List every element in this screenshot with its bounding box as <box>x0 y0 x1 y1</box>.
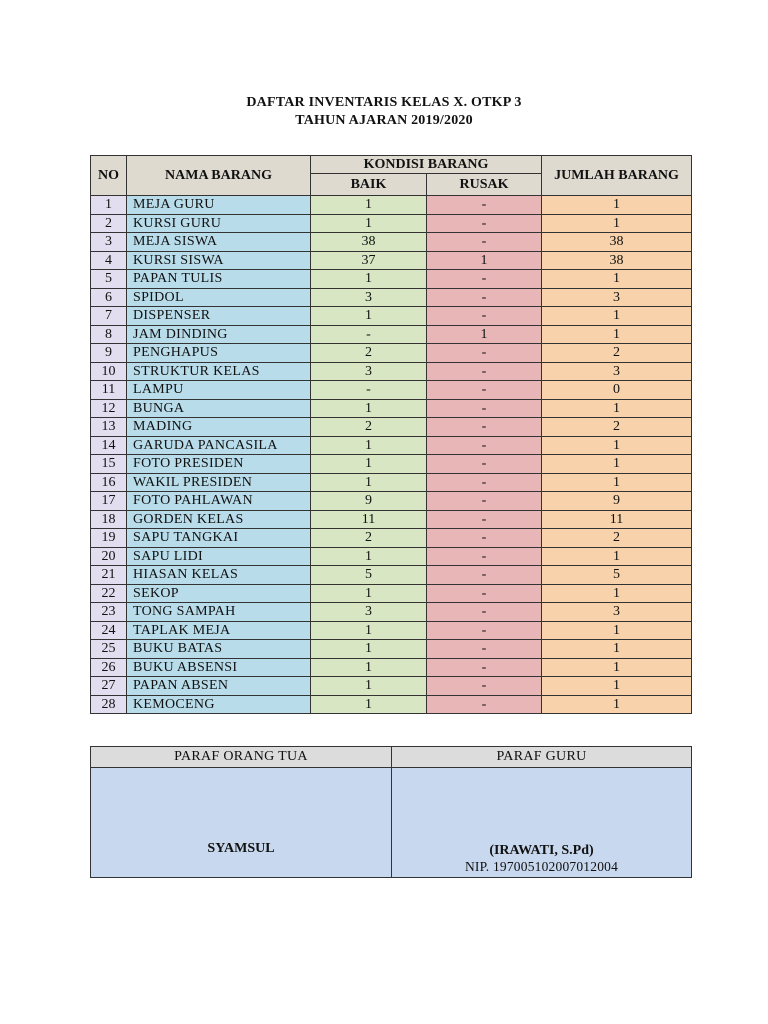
row-nama-barang: SPIDOL <box>127 288 311 307</box>
row-baik: 1 <box>311 473 427 492</box>
row-no: 3 <box>91 233 127 252</box>
row-nama-barang: HIASAN KELAS <box>127 566 311 585</box>
table-row <box>91 399 692 418</box>
row-nama-barang: KURSI SISWA <box>127 251 311 270</box>
row-rusak: - <box>427 455 542 474</box>
table-row <box>91 307 692 326</box>
row-rusak: - <box>427 214 542 233</box>
row-rusak: - <box>427 270 542 289</box>
row-jumlah: 3 <box>542 362 692 381</box>
row-baik: 3 <box>311 603 427 622</box>
row-nama-barang: MEJA SISWA <box>127 233 311 252</box>
row-no: 7 <box>91 307 127 326</box>
row-rusak: - <box>427 547 542 566</box>
row-baik: - <box>311 381 427 400</box>
row-baik: 3 <box>311 362 427 381</box>
row-no: 21 <box>91 566 127 585</box>
row-baik: 11 <box>311 510 427 529</box>
row-jumlah: 1 <box>542 399 692 418</box>
row-no: 10 <box>91 362 127 381</box>
row-rusak: - <box>427 288 542 307</box>
table-row <box>91 270 692 289</box>
row-jumlah: 1 <box>542 436 692 455</box>
row-jumlah: 1 <box>542 325 692 344</box>
row-jumlah: 2 <box>542 344 692 363</box>
row-baik: 1 <box>311 695 427 714</box>
row-baik: 2 <box>311 418 427 437</box>
table-row <box>91 529 692 548</box>
row-baik: 1 <box>311 436 427 455</box>
header-nama-barang: NAMA BARANG <box>127 156 311 196</box>
row-jumlah: 1 <box>542 584 692 603</box>
row-no: 26 <box>91 658 127 677</box>
row-baik: 1 <box>311 677 427 696</box>
document-title: DAFTAR INVENTARIS KELAS X. OTKP 3 <box>246 95 522 110</box>
row-nama-barang: KEMOCENG <box>127 695 311 714</box>
row-no: 15 <box>91 455 127 474</box>
row-rusak: - <box>427 584 542 603</box>
row-baik: 2 <box>311 529 427 548</box>
row-baik: 1 <box>311 270 427 289</box>
row-rusak: - <box>427 621 542 640</box>
header-kondisi-barang: KONDISI BARANG <box>311 156 542 174</box>
row-baik: 5 <box>311 566 427 585</box>
row-baik: 1 <box>311 640 427 659</box>
row-nama-barang: SAPU LIDI <box>127 547 311 566</box>
row-no: 22 <box>91 584 127 603</box>
teacher-name: (IRAWATI, S.Pd) <box>489 843 594 858</box>
row-nama-barang: TONG SAMPAH <box>127 603 311 622</box>
row-rusak: - <box>427 399 542 418</box>
row-baik: - <box>311 325 427 344</box>
row-no: 17 <box>91 492 127 511</box>
row-rusak: - <box>427 677 542 696</box>
row-no: 28 <box>91 695 127 714</box>
row-rusak: - <box>427 492 542 511</box>
row-no: 1 <box>91 196 127 215</box>
row-rusak: - <box>427 436 542 455</box>
row-no: 25 <box>91 640 127 659</box>
signature-table <box>90 746 692 878</box>
table-row <box>91 658 692 677</box>
row-rusak: - <box>427 529 542 548</box>
row-nama-barang: FOTO PRESIDEN <box>127 455 311 474</box>
row-rusak: - <box>427 307 542 326</box>
row-jumlah: 1 <box>542 270 692 289</box>
row-rusak: 1 <box>427 325 542 344</box>
table-row <box>91 196 692 215</box>
row-no: 13 <box>91 418 127 437</box>
row-baik: 1 <box>311 621 427 640</box>
row-rusak: - <box>427 695 542 714</box>
row-nama-barang: PAPAN ABSEN <box>127 677 311 696</box>
parent-signature-header: PARAF ORANG TUA <box>91 747 392 768</box>
row-jumlah: 1 <box>542 307 692 326</box>
row-no: 8 <box>91 325 127 344</box>
row-no: 9 <box>91 344 127 363</box>
row-jumlah: 0 <box>542 381 692 400</box>
row-nama-barang: BUNGA <box>127 399 311 418</box>
row-baik: 1 <box>311 584 427 603</box>
row-baik: 3 <box>311 288 427 307</box>
row-jumlah: 1 <box>542 473 692 492</box>
row-nama-barang: TAPLAK MEJA <box>127 621 311 640</box>
teacher-nip: NIP. 197005102007012004 <box>464 859 619 874</box>
row-jumlah: 1 <box>542 455 692 474</box>
table-row <box>91 418 692 437</box>
row-jumlah: 1 <box>542 640 692 659</box>
row-nama-barang: GORDEN KELAS <box>127 510 311 529</box>
row-nama-barang: SAPU TANGKAI <box>127 529 311 548</box>
row-nama-barang: PENGHAPUS <box>127 344 311 363</box>
row-nama-barang: SEKOP <box>127 584 311 603</box>
table-row <box>91 510 692 529</box>
row-baik: 1 <box>311 214 427 233</box>
row-baik: 1 <box>311 196 427 215</box>
row-jumlah: 9 <box>542 492 692 511</box>
row-no: 19 <box>91 529 127 548</box>
row-rusak: - <box>427 566 542 585</box>
row-rusak: - <box>427 362 542 381</box>
table-row <box>91 362 692 381</box>
row-no: 11 <box>91 381 127 400</box>
table-row <box>91 381 692 400</box>
row-rusak: - <box>427 603 542 622</box>
row-no: 20 <box>91 547 127 566</box>
row-jumlah: 2 <box>542 529 692 548</box>
row-jumlah: 1 <box>542 196 692 215</box>
row-rusak: - <box>427 473 542 492</box>
row-no: 5 <box>91 270 127 289</box>
row-rusak: - <box>427 640 542 659</box>
table-row <box>91 621 692 640</box>
row-nama-barang: WAKIL PRESIDEN <box>127 473 311 492</box>
table-row <box>91 288 692 307</box>
table-row <box>91 455 692 474</box>
row-jumlah: 1 <box>542 214 692 233</box>
row-baik: 37 <box>311 251 427 270</box>
parent-name: SYAMSUL <box>207 841 275 856</box>
row-jumlah: 3 <box>542 288 692 307</box>
inventory-body <box>91 196 692 714</box>
table-row <box>91 344 692 363</box>
table-row <box>91 584 692 603</box>
row-no: 18 <box>91 510 127 529</box>
row-jumlah: 1 <box>542 547 692 566</box>
row-nama-barang: DISPENSER <box>127 307 311 326</box>
row-jumlah: 3 <box>542 603 692 622</box>
row-rusak: - <box>427 510 542 529</box>
row-no: 4 <box>91 251 127 270</box>
table-row <box>91 325 692 344</box>
table-row <box>91 214 692 233</box>
row-rusak: - <box>427 196 542 215</box>
row-baik: 38 <box>311 233 427 252</box>
row-jumlah: 11 <box>542 510 692 529</box>
row-jumlah: 1 <box>542 621 692 640</box>
row-nama-barang: PAPAN TULIS <box>127 270 311 289</box>
header-no: NO <box>91 156 127 196</box>
row-baik: 1 <box>311 399 427 418</box>
table-row <box>91 547 692 566</box>
row-no: 16 <box>91 473 127 492</box>
table-row <box>91 603 692 622</box>
inventory-table <box>90 155 692 714</box>
row-baik: 1 <box>311 455 427 474</box>
row-nama-barang: MEJA GURU <box>127 196 311 215</box>
row-no: 27 <box>91 677 127 696</box>
table-row <box>91 566 692 585</box>
row-baik: 2 <box>311 344 427 363</box>
row-baik: 1 <box>311 547 427 566</box>
row-jumlah: 5 <box>542 566 692 585</box>
row-baik: 9 <box>311 492 427 511</box>
row-nama-barang: GARUDA PANCASILA <box>127 436 311 455</box>
row-nama-barang: FOTO PAHLAWAN <box>127 492 311 511</box>
row-no: 14 <box>91 436 127 455</box>
table-row <box>91 436 692 455</box>
row-jumlah: 38 <box>542 251 692 270</box>
row-no: 24 <box>91 621 127 640</box>
row-rusak: - <box>427 658 542 677</box>
table-row <box>91 695 692 714</box>
document-subtitle: TAHUN AJARAN 2019/2020 <box>295 113 473 128</box>
row-nama-barang: STRUKTUR KELAS <box>127 362 311 381</box>
table-row <box>91 640 692 659</box>
header-jumlah-barang: JUMLAH BARANG <box>542 156 692 196</box>
table-row <box>91 677 692 696</box>
row-rusak: - <box>427 344 542 363</box>
row-jumlah: 1 <box>542 695 692 714</box>
row-rusak: - <box>427 418 542 437</box>
row-jumlah: 1 <box>542 658 692 677</box>
teacher-signature-box <box>392 768 692 878</box>
table-row <box>91 492 692 511</box>
row-jumlah: 2 <box>542 418 692 437</box>
parent-signature-box <box>91 768 392 878</box>
row-no: 6 <box>91 288 127 307</box>
row-jumlah: 38 <box>542 233 692 252</box>
header-baik: BAIK <box>311 174 427 196</box>
row-rusak: - <box>427 381 542 400</box>
row-rusak: - <box>427 233 542 252</box>
row-no: 12 <box>91 399 127 418</box>
row-nama-barang: BUKU ABSENSI <box>127 658 311 677</box>
table-row <box>91 233 692 252</box>
header-rusak: RUSAK <box>427 174 542 196</box>
row-nama-barang: BUKU BATAS <box>127 640 311 659</box>
row-nama-barang: LAMPU <box>127 381 311 400</box>
row-nama-barang: MADING <box>127 418 311 437</box>
table-row <box>91 473 692 492</box>
row-no: 23 <box>91 603 127 622</box>
table-row <box>91 251 692 270</box>
row-baik: 1 <box>311 658 427 677</box>
row-jumlah: 1 <box>542 677 692 696</box>
teacher-signature-header: PARAF GURU <box>392 747 692 768</box>
row-baik: 1 <box>311 307 427 326</box>
row-nama-barang: JAM DINDING <box>127 325 311 344</box>
row-nama-barang: KURSI GURU <box>127 214 311 233</box>
row-rusak: 1 <box>427 251 542 270</box>
row-no: 2 <box>91 214 127 233</box>
